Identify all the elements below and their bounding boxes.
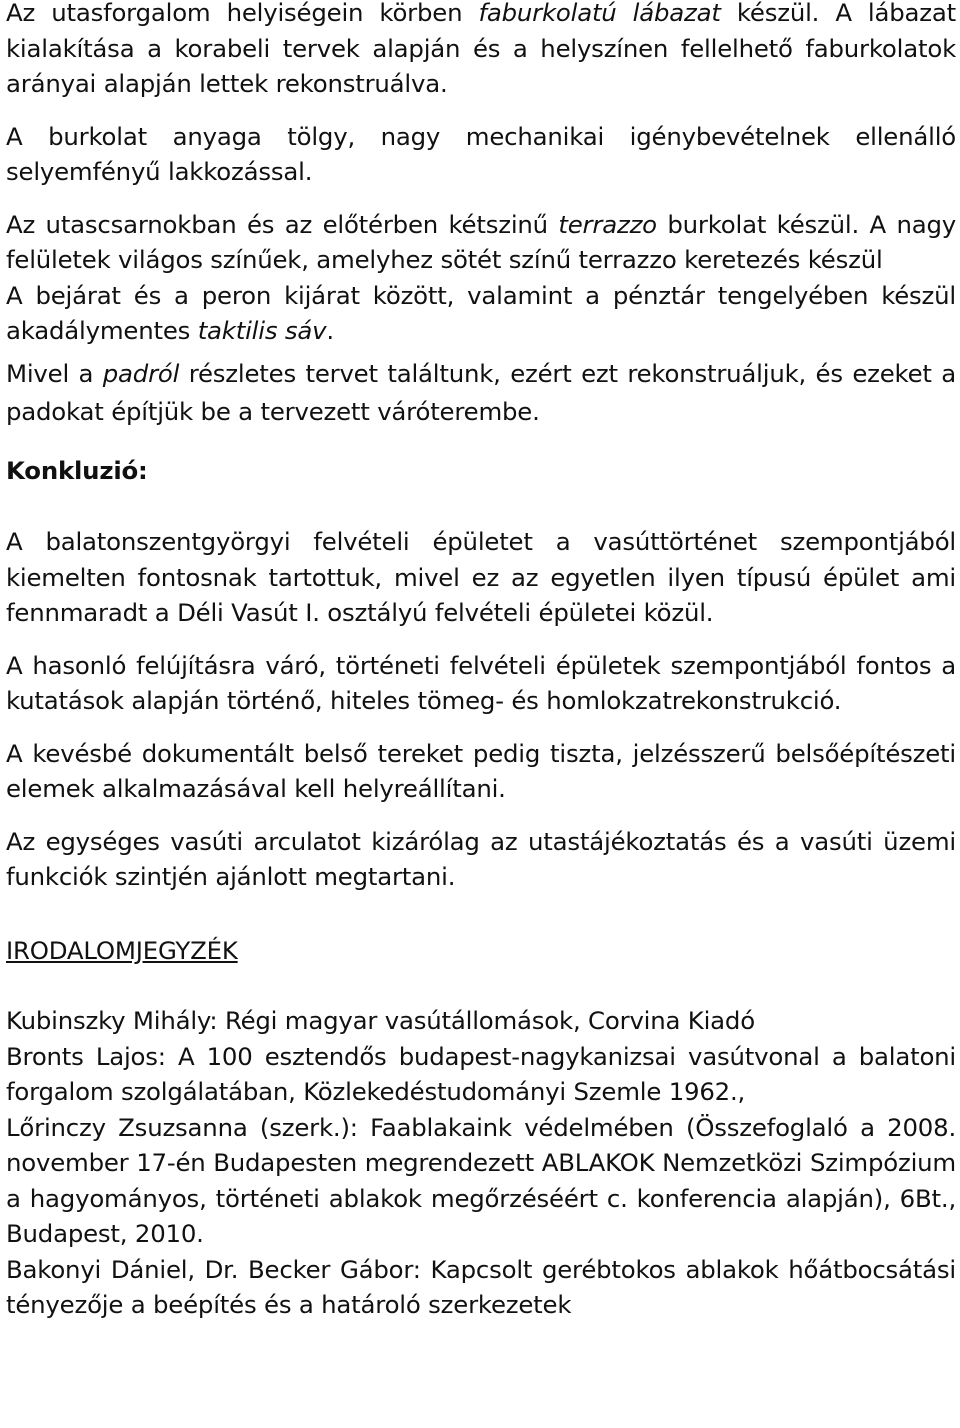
text-run: Mivel a	[6, 358, 103, 388]
reference-item: Bronts Lajos: A 100 esztendős budapest-nagykanizsai vasútvonal a balatoni forgalom szolgálatában, Közlekedéstudományi Szemle 1962.,	[6, 1041, 956, 1106]
paragraph-wood-skirting	[6, 0, 956, 102]
text-run: részletes tervet találtunk, ezért ezt rekonstruáljuk, és ezeket a padokat építjük be a tervezett váróterembe.	[6, 358, 957, 426]
text-run: burkolat készül. A nagy felületek világos színűek, amelyhez sötét színű terrazzo keretezés készül	[6, 209, 956, 274]
text-run: készül. A lábazat kialakítása a korabeli tervek alapján és a helyszínen fellelhető faburkolatok arányai alapján lettek rekonstruálva.	[6, 0, 956, 98]
references-title: IRODALOMJEGYZÉK	[6, 935, 238, 965]
conclusion-paragraph-4: Az egységes vasúti arculatot kizárólag az utastájékoztatás és a vasúti üzemi funkciók szintjén ajánlott megtartani.	[6, 826, 956, 891]
conclusion-paragraph-1: A balatonszentgyörgyi felvételi épületet a vasúttörténet szempontjából kiemelten fontosnak tartottuk, mivel ez az egyetlen ilyen típusú épület ami fennmaradt a Déli Vasút I. osztályú felvételi épületei közül.	[6, 527, 956, 627]
text-run: Az utasforgalom helyiségein körben	[6, 0, 479, 27]
paragraph-tactile-strip	[6, 278, 956, 349]
italic-term: faburkolatú lábazat	[478, 0, 721, 27]
italic-term: taktilis sáv	[197, 316, 327, 345]
reference-item: Lőrinczy Zsuzsanna (szerk.): Faablakaink védelmében (Összefoglaló a 2008. november 17-én Budapesten megrendezett ABLAKOK Nemzetközi Szimpózium a hagyományos, történeti ablakok megőrzéséért c. konferencia alapján), 6Bt., Budapest, 2010.	[6, 1112, 956, 1248]
text-run: .	[326, 316, 334, 345]
italic-term: terrazzo	[558, 209, 657, 239]
conclusion-paragraph-2: A hasonló felújításra váró, történeti felvételi épületek szempontjából fontos a kutatások alapján történő, hiteles tömeg- és homlokzatrekonstrukció.	[6, 650, 956, 715]
text-run: Az utascsarnokban és az előtérben kétszinű	[6, 209, 559, 239]
reference-item: Kubinszky Mihály: Régi magyar vasútállomások, Corvina Kiadó	[6, 1006, 755, 1035]
conclusion-paragraph-3: A kevésbé dokumentált belső tereket pedig tiszta, jelzésszerű belsőépítészeti elemek alkalmazásával kell helyreállítani.	[6, 738, 956, 803]
conclusion-heading: Konkluzió:	[6, 455, 148, 485]
paragraph-floor-material: A burkolat anyaga tölgy, nagy mechanikai igénybevételnek ellenálló selyemfényű lakkozással.	[6, 121, 956, 186]
text-run: A bejárat és a peron kijárat között, valamint a pénztár tengelyében készül akadálymentes	[6, 280, 956, 345]
paragraph-terrazzo	[6, 207, 956, 278]
paragraph-benches	[6, 355, 956, 431]
italic-term: padról	[102, 358, 180, 388]
reference-item: Bakonyi Dániel, Dr. Becker Gábor: Kapcsolt gerébtokos ablakok hőátbocsátási tényezője a beépítés és a határoló szerkezetek	[6, 1254, 956, 1319]
references-list	[6, 1003, 956, 1323]
